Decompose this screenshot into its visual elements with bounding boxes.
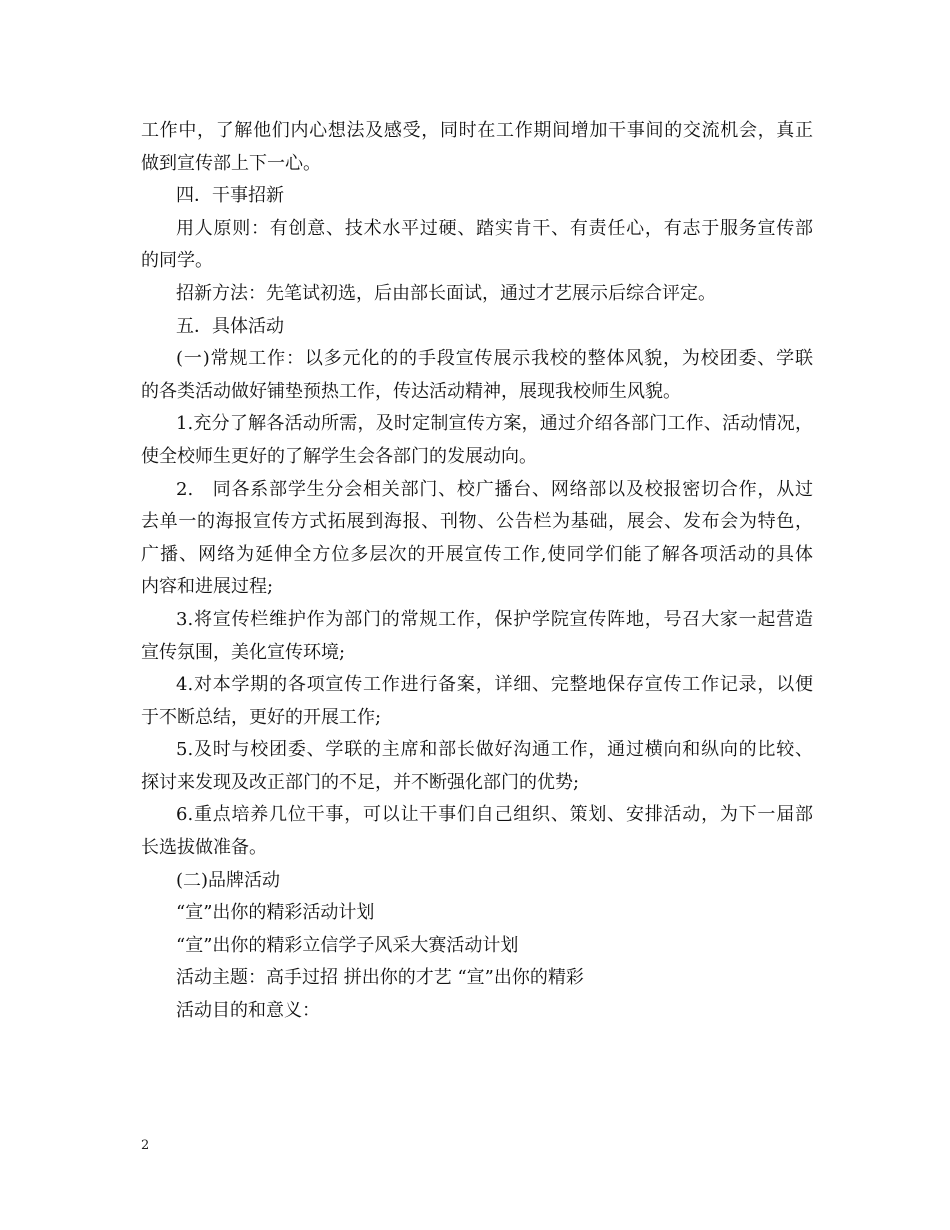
text-line: 做到宣传部上下一心。: [141, 152, 321, 174]
text-line: 广播、网络为延伸全方位多层次的开展宣传工作,使同学们能了解各项活动的具体: [141, 543, 813, 565]
text-line: 5.及时与校团委、学联的主席和部长做好沟通工作，通过横向和纵向的比较、: [176, 739, 813, 761]
text-line: 活动目的和意义：: [176, 1000, 320, 1022]
text-line: 4.对本学期的各项宣传工作进行备案，详细、完整地保存宣传工作记录，以便: [176, 674, 813, 696]
text-line: 用人原则：有创意、技术水平过硬、踏实肯干、有责任心，有志于服务宣传部: [176, 217, 813, 239]
text-line: 宣传氛围，美化宣传环境;: [141, 641, 346, 663]
text-line: “宣”出你的精彩立信学子风采大赛活动计划: [176, 934, 519, 956]
text-line: 工作中，了解他们内心想法及感受，同时在工作期间增加干事间的交流机会，真正: [141, 120, 813, 141]
text-line: 1.充分了解各活动所需，及时定制宣传方案，通过介绍各部门工作、活动情况，: [176, 413, 813, 435]
text-line: 使全校师生更好的了解学生会各部门的发展动向。: [141, 445, 537, 467]
text-line: 探讨来发现及改正部门的不足，并不断强化部门的优势;: [141, 771, 580, 793]
text-line: 于不断总结，更好的开展工作;: [141, 706, 382, 728]
text-line: 3.将宣传栏维护作为部门的常规工作，保护学院宣传阵地，号召大家一起营造: [176, 608, 813, 630]
text-line: “宣”出你的精彩活动计划: [176, 902, 375, 924]
page-number: 2: [141, 1138, 150, 1153]
text-line: 的各类活动做好铺垫预热工作，传达活动精神，展现我校师生风貌。: [141, 380, 681, 402]
text-line: 的同学。: [141, 250, 213, 272]
document-body: [141, 115, 813, 1028]
text-line: 招新方法：先笔试初选，后由部长面试，通过才艺展示后综合评定。: [176, 282, 716, 304]
text-line: 6.重点培养几位干事，可以让干事们自己组织、策划、安排活动，为下一届部: [176, 804, 813, 826]
text-line: 内容和进展过程;: [141, 576, 274, 598]
text-line: (一)常规工作：以多元化的的手段宣传展示我校的整体风貌，为校团委、学联: [176, 348, 813, 370]
text-line: 长选拔做准备。: [141, 837, 267, 859]
text-line: 去单一的海报宣传方式拓展到海报、刊物、公告栏为基础，展会、发布会为特色，: [141, 511, 813, 533]
section-heading: 四．干事招新: [176, 185, 284, 207]
text-line: 活动主题：高手过招 拼出你的才艺 “宣”出你的精彩: [176, 967, 584, 989]
section-heading: (二)品牌活动: [176, 869, 281, 891]
text-line: 2. 同各系部学生分会相关部门、校广播台、网络部以及校报密切合作，从过: [176, 478, 813, 500]
section-heading: 五．具体活动: [176, 315, 284, 337]
